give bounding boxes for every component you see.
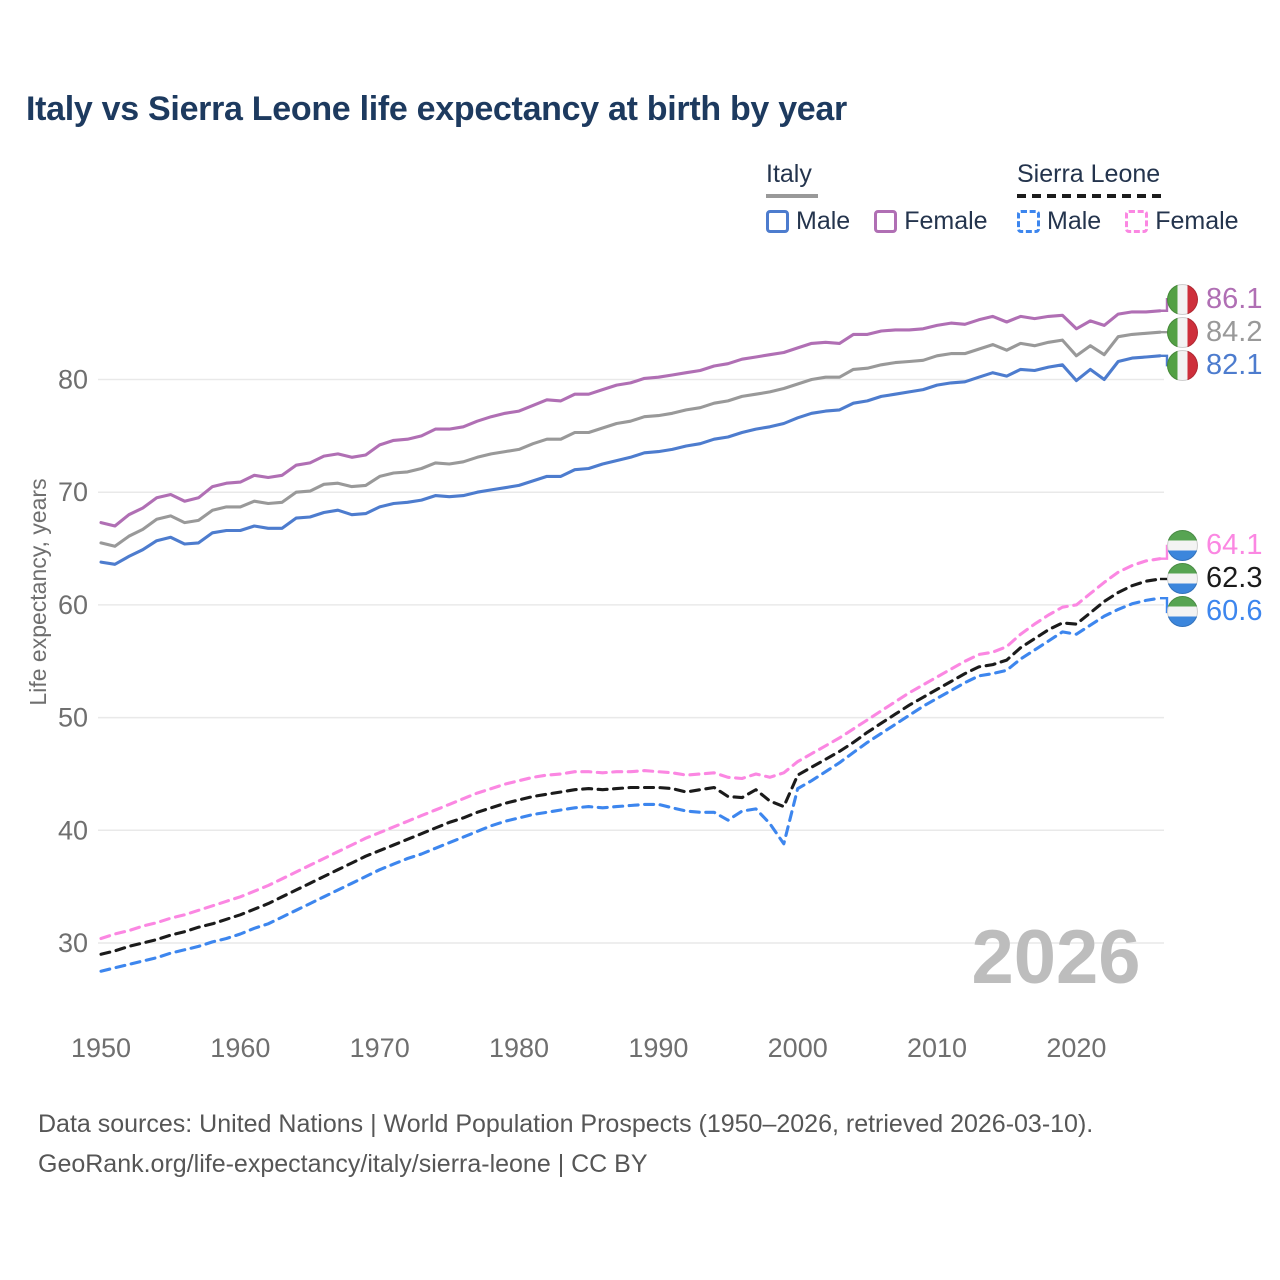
legend-italy-male-label: Male bbox=[796, 207, 851, 235]
end-label-italy-female bbox=[1167, 282, 1262, 316]
series-line-italy_male bbox=[101, 356, 1160, 565]
italy-flag-icon bbox=[1167, 350, 1198, 381]
series-line-italy_total bbox=[101, 332, 1160, 546]
legend-sierra-leone-male-label: Male bbox=[1047, 207, 1102, 235]
x-axis-tick: 1960 bbox=[210, 1033, 271, 1063]
footer-data-sources: Data sources: United Nations | World Population Prospects (1950–2026, retrieved 2026-03-10). bbox=[38, 1110, 1094, 1138]
footer bbox=[38, 1104, 1093, 1184]
sierra-leone-male-checkbox-icon[interactable] bbox=[1017, 210, 1040, 233]
legend-item-sierra-leone-female[interactable] bbox=[1125, 207, 1238, 236]
series-line-italy_female bbox=[101, 311, 1160, 526]
legend-italy-solid-line-sample bbox=[766, 194, 818, 198]
legend-italy-female-label: Female bbox=[904, 207, 988, 235]
y-axis-tick: 80 bbox=[57, 364, 88, 395]
y-axis-title: Life expectancy, years bbox=[25, 478, 51, 706]
sierra-leone-female-checkbox-icon[interactable] bbox=[1125, 210, 1148, 233]
x-axis-tick: 2010 bbox=[907, 1033, 968, 1063]
end-label-sierra-leone-male bbox=[1167, 595, 1262, 629]
end-value-sierra-leone-male: 60.6 bbox=[1206, 595, 1263, 628]
y-axis-tick: 40 bbox=[57, 815, 88, 846]
italy-flag-icon bbox=[1167, 317, 1198, 348]
italy-female-checkbox-icon[interactable] bbox=[874, 210, 897, 233]
legend-item-italy-female[interactable] bbox=[874, 207, 987, 236]
end-value-italy-female: 86.1 bbox=[1206, 282, 1263, 315]
end-value-italy-male: 82.1 bbox=[1206, 348, 1263, 381]
y-axis-tick: 70 bbox=[57, 477, 88, 508]
legend-group-sierra-leone bbox=[1017, 160, 1239, 236]
end-label-sierra-leone-female bbox=[1167, 529, 1262, 563]
legend-sierra-leone-dashed-line-sample bbox=[1017, 194, 1163, 198]
x-axis-tick: 1990 bbox=[628, 1033, 689, 1063]
sierra-leone-flag-icon bbox=[1167, 530, 1198, 561]
legend-sierra-leone-title: Sierra Leone bbox=[1017, 160, 1161, 188]
legend-item-sierra-leone-male[interactable] bbox=[1017, 207, 1101, 236]
italy-flag-icon bbox=[1167, 284, 1198, 315]
end-label-italy-total bbox=[1167, 315, 1262, 349]
end-value-italy-total: 84.2 bbox=[1206, 315, 1263, 348]
watermark-year: 2026 bbox=[971, 915, 1141, 1000]
legend-italy-title: Italy bbox=[766, 160, 812, 188]
x-axis-tick: 2000 bbox=[767, 1033, 828, 1063]
end-value-sierra-leone-total: 62.3 bbox=[1206, 562, 1263, 595]
end-value-sierra-leone-female: 64.1 bbox=[1206, 529, 1263, 562]
y-axis-tick: 30 bbox=[57, 928, 88, 958]
end-label-sierra-leone-total bbox=[1167, 562, 1262, 596]
x-axis-tick: 1980 bbox=[488, 1033, 550, 1063]
sierra-leone-flag-icon bbox=[1167, 563, 1198, 594]
legend-group-italy bbox=[766, 160, 988, 236]
page-title: Italy vs Sierra Leone life expectancy at birth by year bbox=[26, 90, 847, 128]
y-axis-tick: 60 bbox=[57, 589, 88, 620]
series-line-sl_total bbox=[101, 579, 1160, 954]
x-axis-tick: 2020 bbox=[1046, 1033, 1107, 1063]
end-label-italy-male bbox=[1167, 348, 1262, 382]
x-axis-tick: 1950 bbox=[70, 1033, 132, 1063]
legend-sierra-leone-female-label: Female bbox=[1155, 207, 1239, 235]
italy-male-checkbox-icon[interactable] bbox=[766, 210, 789, 233]
y-axis-tick: 50 bbox=[57, 702, 88, 733]
sierra-leone-flag-icon bbox=[1167, 596, 1198, 627]
series-line-sl_female bbox=[101, 559, 1160, 939]
legend-item-italy-male[interactable] bbox=[766, 207, 850, 236]
footer-attribution: GeoRank.org/life-expectancy/italy/sierra-leone | CC BY bbox=[38, 1150, 648, 1178]
x-axis-tick: 1970 bbox=[349, 1033, 410, 1063]
